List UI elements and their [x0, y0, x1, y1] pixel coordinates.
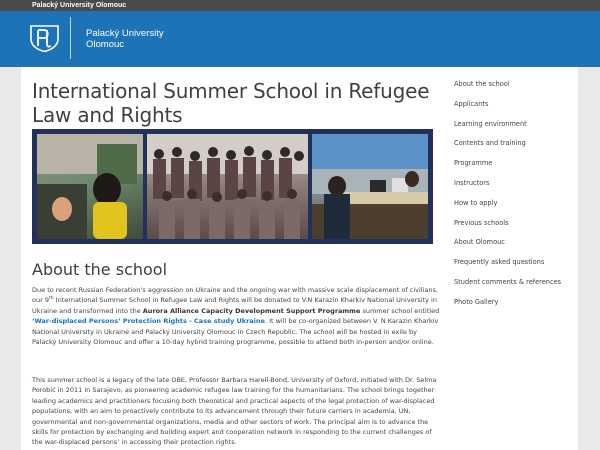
sidebar-item-photo-gallery[interactable]: Photo Gallery: [454, 297, 499, 306]
top-bar-label[interactable]: Palacký University Olomouc: [32, 2, 127, 9]
top-bar: [0, 0, 600, 11]
sidebar-nav: [446, 67, 578, 450]
photo-banner: [32, 129, 433, 244]
sidebar-item-instructors[interactable]: Instructors: [454, 178, 490, 187]
sidebar-item-contents-and-training[interactable]: Contents and training: [454, 139, 526, 148]
logo-divider: [70, 17, 71, 59]
logo-text[interactable]: [86, 28, 164, 50]
sidebar-item-how-to-apply[interactable]: How to apply: [454, 198, 498, 207]
banner-photo-laptops: [312, 134, 428, 239]
site-header: [0, 11, 600, 67]
sidebar-item-student-comments[interactable]: Student comments & references: [454, 277, 562, 286]
sidebar-item-learning-environment[interactable]: Learning environment: [454, 119, 527, 128]
main-content: [21, 67, 446, 450]
sidebar-item-programme[interactable]: Programme: [454, 159, 493, 168]
banner-photo-group: [147, 134, 308, 239]
sidebar-item-applicants[interactable]: Applicants: [454, 99, 489, 108]
paragraph-legacy: This summer school is a legacy of the late OBE, Professor Barbara Harell-Bond, University of Oxford, initiated with Dr. Selma Porobić in 2011 in Sarajevo, as pioneering academic refugee law training for the humanitarians. The school brings together leading academics and practitioners focusing both theoretical and practical aspects of the legal protection of war-displaced populations, with an aim to proactively contribute to its advancement through their future carriers in academia, UN, governmental and non-governmental organizations, media and other sectors of work. The principal aim is to advance the skills for protection by exchanging and building expert and cooperation network in responding to the current challenges of the war-displaced persons’ in accessing their protection rights.: [32, 376, 437, 447]
banner-photo-classroom: [37, 134, 143, 239]
section-title-about: About the school: [32, 260, 168, 279]
sidebar-item-previous-schools[interactable]: Previous schools: [454, 218, 509, 227]
sidebar-item-faq[interactable]: Frequently asked questions: [454, 258, 545, 267]
logo-line-1: Palacký University: [86, 28, 164, 39]
sidebar-item-about-olomouc[interactable]: About Olomouc: [454, 238, 505, 247]
page-title: International Summer School in Refugee Law and Rights: [32, 79, 430, 127]
sidebar-item-about-the-school[interactable]: About the school: [454, 80, 510, 88]
school-theme-link[interactable]: ‘War-displaced Persons’ Protection Rights - Case study Ukraine: [32, 317, 265, 326]
university-logo-icon[interactable]: [30, 25, 59, 52]
logo-line-2: Olomouc: [86, 39, 125, 50]
programme-name: Aurora Alliance Capacity Development Support Programme: [142, 306, 361, 315]
paragraph-intro: Due to recent Russian Federation’s aggression on Ukraine and the ongoing war with massive scale displacement of civilians, our 9th International Summer School in Refugee Law and Rights will be donated to V.N Karazin Kharkiv National University in Ukraine and transformed into the Aurora Alliance Capacity Development Support Programme summer school entitled ‘War-displaced Persons’ Protection Rights - Case study Ukraine. It will be co-organized between V. N Karazin Kharkiv National University in Ukraine and Palacký University Olomouc in Czech Republic. The school will be hosted in exile by Palacký University Olomouc and offer a 10-day hybrid training programme, possible to attend both in-person and/or online.: [32, 286, 440, 347]
